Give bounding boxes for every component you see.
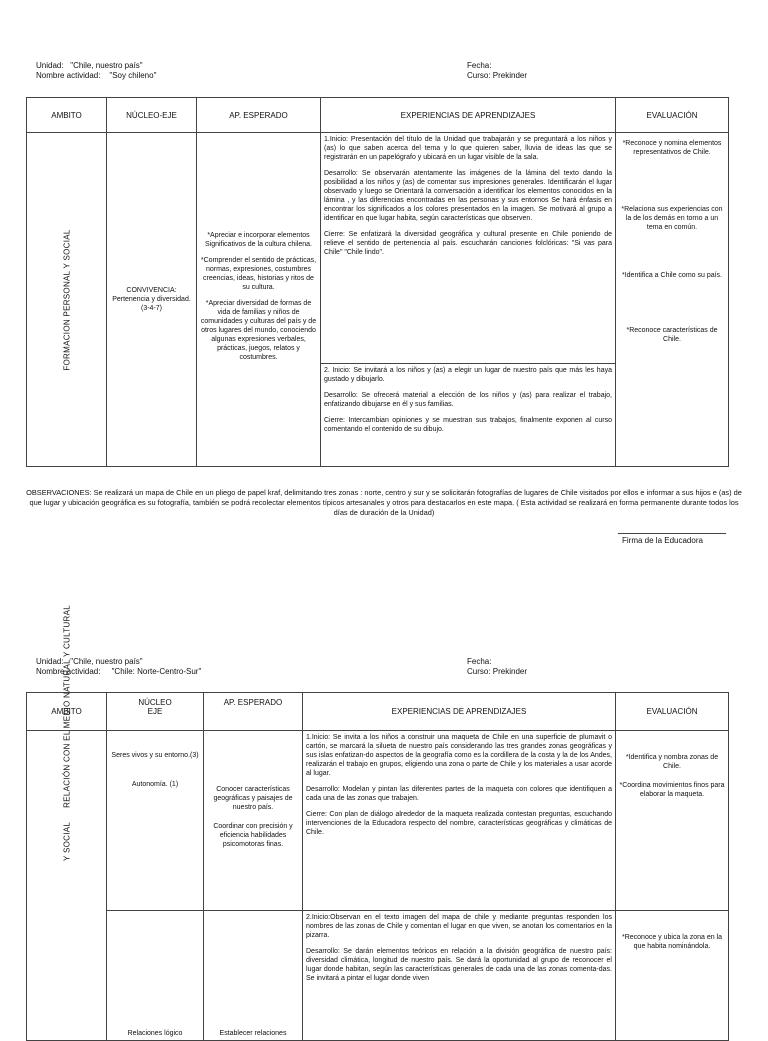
esperado-item: *Apreciar diversidad de formas de vida de familias y niños de comunidades y culturas del país y de otros lugares del mundo, conociendo algunas expresiones verbales, prácticas, juegos, relatos y costumbres. [200,299,317,361]
date-label: Fecha: [467,61,492,70]
experiencia-1-cierre: Cierre: Con plan de diálogo alrededor de la maqueta realizada contestan preguntas, escuchando intervenciones de la Educadora respecto del nombre, características geográficas y climáticas de Chile. [306,811,612,836]
experiencia-2-inicio: 2. Inicio: Se invitará a los niños y (as) a elegir un lugar de nuestro país que más les haya gustado y dibujarlo. [324,367,612,383]
experiencia-2-cell [321,364,616,467]
experiencia-1-cell [303,731,616,911]
plan-table-1 [26,97,729,467]
experiencia-1-desarrollo: Desarrollo: Modelan y pintan las diferentes partes de la maqueta con colores que identifiquen a cada una de las zonas que trabajen. [306,786,612,802]
col-header-nucleo [107,693,204,731]
table-header-row [27,98,729,133]
ambito-label: FORMACION PERSONAL Y SOCIAL [62,228,71,371]
activity-name: Nombre actividad: "Soy chileno" [36,71,157,80]
experiencia-2-cierre: Cierre: Intercambian opiniones y se muestran sus trabajos, finalmente exponen al curso comentando el contenido de su dibujo. [324,417,612,433]
nucleo-detail: Pertenencia y diversidad.(3-4-7) [112,296,191,312]
nucleo-item: Seres vivos y su entorno.(3) [111,752,199,759]
col-header-evaluacion: EVALUACIÓN [616,98,729,133]
unit-label: Unidad: "Chile, nuestro país" [36,61,143,70]
ambito-label-part-1: RELACIÓN CON EL MEDIO NATURAL Y CULTURAL [62,604,71,808]
nucleo-item: Relaciones lógico [127,1030,183,1037]
nucleo-title: CONVIVENCIA: [126,287,177,294]
experiencia-1-inicio: 1.Inicio: Se invita a los niños a construir una maqueta de Chile en una superficie de plumavit o cartón, se marcará la silueta de nuestro país considerando las tres grandes zonas geográficas y sus islas enfatizan-do aspectos de la geografía como es la cordillera de la costa y la de los Andes, realizarán el trabajo en grupos, eligiendo una zona o parte de Chile y los materiales a usar acorde al lugar. [306,734,612,777]
signature-label: Firma de la Educadora [622,536,703,545]
col-header-esperado: AP. ESPERADO [197,98,321,133]
ambito-cell [27,133,107,467]
esperado-cell-2 [204,911,303,1041]
experiencia-2-cell [303,911,616,1041]
col-header-ambito: AMBITO [27,98,107,133]
course-label: Curso: Prekinder [467,667,528,676]
evaluacion-cell [616,133,729,467]
signature-line [618,533,726,534]
ambito-label-part-2: Y SOCIAL [62,821,71,862]
esperado-item: Coordinar con precisión y eficiencia habilidades psicomotoras finas. [213,823,293,848]
col-header-nucleo-text: NÚCLEO EJE [138,698,172,716]
ambito-label [62,605,71,861]
experiencia-2-desarrollo: Desarrollo: Se ofrecerá material a elección de los niños y (as) para realizar el trabajo, enfatizando dibujarse en él y sus familias. [324,392,612,408]
esperado-cell [197,133,321,467]
nucleo-item: Autonomía. (1) [131,781,179,788]
evaluacion-cell [616,731,729,911]
experiencia-2-desarrollo: Desarrollo: Se darán elementos teóricos en relación a la división geográfica de nuestro país: diversidad climática, longitud de nuestro país. Se dará la oportunidad al grupo de reconocer el lugar donde habitan, según las características generales de cada una de las zonas comenta-das. Se invitará a pintar el lugar donde viven [306,948,612,982]
col-header-experiencias: EXPERIENCIAS DE APRENDIZAJES [303,693,616,731]
col-header-nucleo: NÚCLEO-EJE [107,98,197,133]
activity-name: Nombre actividad: "Chile: Norte-Centro-Sur" [36,667,202,676]
col-header-esperado: AP. ESPERADO [204,693,303,731]
esperado-item: Conocer características geográficas y paisajes de nuestro país. [213,786,293,811]
experiencia-1-cell [321,133,616,364]
table-header-row [27,693,729,731]
evaluacion-item: *Identifica a Chile como su país. [622,272,722,279]
esperado-item: *Comprender el sentido de prácticas, normas, expresiones, costumbres creencias, ideas, historias y ritos de su cultura. [200,256,317,291]
esperado-item: Establecer relaciones [219,1030,287,1037]
experiencia-1-cierre: Cierre: Se enfatizará la diversidad geográfica y cultural presente en Chile poniendo de relieve el sentido de pertenencia al país. escucharán canciones folclóricas: "Si vas para Chile" "Chile lindo". [324,231,612,256]
col-header-evaluacion: EVALUACIÓN [616,693,729,731]
date-label: Fecha: [467,657,492,666]
evaluacion-item: *Reconoce y nomina elementos representativos de Chile. [622,140,722,156]
esperado-cell [204,731,303,911]
evaluacion-cell-2 [616,911,729,1041]
evaluacion-item: *Reconoce características de Chile. [626,327,718,343]
col-header-ambito: AMBITO [27,693,107,731]
nucleo-cell [107,133,197,467]
evaluacion-item: *Identifica y nombra zonas de Chile. [625,754,719,770]
unit-label: Unidad: "Chile, nuestro país" [36,657,143,666]
experiencia-1-desarrollo: Desarrollo: Se observarán atentamente las imágenes de la lámina del texto dando la posibilidad a los niños y (as) de comentar sus impresiones generales. Identificarán el lugar observado y luego se Orientará la conversación a identificar los elementos conocidos en la lámina , y las diferencias encontradas en las personas y sus entornos Se hará énfasis en encontrar los significados a los colores presentados en la imagen. Se motivará al grupo a identificar en que lugar habita, según características que observen. [324,170,612,222]
evaluacion-item: *Coordina movimientos finos para elaborar la maqueta. [619,782,725,798]
observaciones-text: OBSERVACIONES: Se realizará un mapa de Chile en un pliego de papel kraf, delimitando tres zonas : norte, centro y sur y se solicitarán fotografías de lugares de Chile visitados por ellos e informar a sus hijos e (as) de que lugar y ubicación geográfica es su fotografía, también se podrá recolectar elementos típicos artesanales y otros para destacarlos en este mapa. ( Esta actividad se realizará en forma permanente durante todos los días de duración de la Unidad) [26,488,742,517]
nucleo-cell-2 [107,911,204,1041]
col-header-experiencias: EXPERIENCIAS DE APRENDIZAJES [321,98,616,133]
esperado-item: *Apreciar e incorporar elementos Significativos de la cultura chilena. [204,231,312,248]
experiencia-2-inicio: 2.Inicio:Observan en el texto imagen del mapa de chile y mediante preguntas responden los nombres de las zonas de Chile y comentan el lugar en que viven, se anotan los comentarios en la pizarra. [306,914,612,939]
evaluacion-item: *Reconoce y ubica la zona en la que habita nominándola. [621,934,722,950]
course-label: Curso: Prekinder [467,71,528,80]
evaluacion-item: *Relaciona sus experiencias con la de los demás en torno a un tema en común. [621,206,723,231]
nucleo-cell [107,731,204,911]
experiencia-1-inicio: 1.Inicio: Presentación del título de la Unidad que trabajarán y se preguntará a los niños y (as) lo que saben acerca del tema y lo que quieren saber, lluvia de ideas las que se registrarán en un papelógrafo y ubicará en un lugar visible de la sala. [324,136,612,161]
